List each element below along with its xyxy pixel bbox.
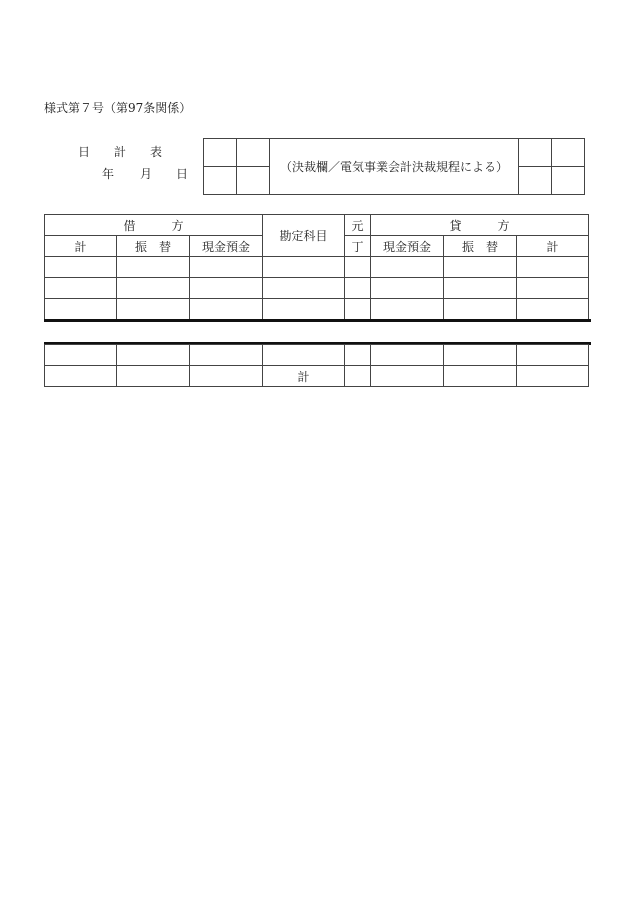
cell[interactable]	[190, 257, 263, 278]
title-char-3: 表	[150, 145, 163, 159]
cell[interactable]	[517, 257, 589, 278]
cell[interactable]	[444, 345, 517, 366]
approval-note: （決裁欄／電気事業会計決裁規程による）	[270, 139, 519, 195]
cell[interactable]	[371, 257, 444, 278]
stamp-box[interactable]	[237, 139, 270, 167]
cell[interactable]	[517, 299, 589, 320]
year-label: 年	[102, 167, 115, 181]
stamp-box[interactable]	[519, 139, 552, 167]
day-label: 日	[176, 167, 189, 181]
cell[interactable]	[517, 345, 589, 366]
debit-header: 借 方	[45, 215, 263, 236]
cell[interactable]	[345, 366, 371, 387]
cell[interactable]	[45, 345, 117, 366]
cell[interactable]	[190, 366, 263, 387]
account-title-header: 勘定科目	[263, 215, 345, 257]
month-label: 月	[140, 167, 153, 181]
cell[interactable]	[190, 278, 263, 299]
debit-cash-header: 現金預金	[190, 236, 263, 257]
cell[interactable]	[444, 366, 517, 387]
cell[interactable]	[117, 299, 190, 320]
cell[interactable]	[371, 278, 444, 299]
table-row	[45, 299, 589, 320]
cell[interactable]	[263, 345, 345, 366]
ledger-table-continued	[44, 344, 589, 387]
approval-stamp-table	[203, 138, 585, 195]
cell[interactable]	[345, 278, 371, 299]
cell[interactable]	[444, 299, 517, 320]
credit-cash-header: 現金預金	[371, 236, 444, 257]
cell[interactable]	[117, 278, 190, 299]
cell[interactable]	[117, 257, 190, 278]
cell[interactable]	[371, 366, 444, 387]
cell[interactable]	[371, 345, 444, 366]
cell[interactable]	[263, 257, 345, 278]
debit-total-header: 計	[45, 236, 117, 257]
cell[interactable]	[190, 299, 263, 320]
cell[interactable]	[517, 278, 589, 299]
cell[interactable]	[117, 345, 190, 366]
table-row	[45, 278, 589, 299]
cell[interactable]	[45, 299, 117, 320]
credit-transfer-header: 振 替	[444, 236, 517, 257]
stamp-box[interactable]	[237, 167, 270, 195]
cell[interactable]	[345, 345, 371, 366]
form-number: 様式第７号（第97条関係）	[44, 101, 192, 115]
credit-header: 貸 方	[371, 215, 589, 236]
debit-transfer-header: 振 替	[117, 236, 190, 257]
cell[interactable]	[371, 299, 444, 320]
table-row	[45, 345, 589, 366]
cell[interactable]	[45, 278, 117, 299]
cell[interactable]	[117, 366, 190, 387]
cell[interactable]	[517, 366, 589, 387]
stamp-box[interactable]	[552, 167, 585, 195]
ledger-ref-header-bottom: 丁	[345, 236, 371, 257]
ledger-table	[44, 214, 589, 320]
title-char-2: 計	[114, 145, 127, 159]
stamp-box[interactable]	[519, 167, 552, 195]
cell[interactable]	[263, 278, 345, 299]
break-line-top	[44, 319, 591, 322]
cell[interactable]	[345, 299, 371, 320]
title-char-1: 日	[78, 145, 91, 159]
total-label: 計	[263, 366, 345, 387]
stamp-box[interactable]	[204, 167, 237, 195]
cell[interactable]	[45, 257, 117, 278]
cell[interactable]	[345, 257, 371, 278]
cell[interactable]	[263, 299, 345, 320]
cell[interactable]	[190, 345, 263, 366]
stamp-box[interactable]	[204, 139, 237, 167]
cell[interactable]	[444, 278, 517, 299]
cell[interactable]	[45, 366, 117, 387]
cell[interactable]	[444, 257, 517, 278]
total-row	[45, 366, 589, 387]
credit-total-header: 計	[517, 236, 589, 257]
table-row	[45, 257, 589, 278]
ledger-ref-header-top: 元	[345, 215, 371, 236]
stamp-box[interactable]	[552, 139, 585, 167]
